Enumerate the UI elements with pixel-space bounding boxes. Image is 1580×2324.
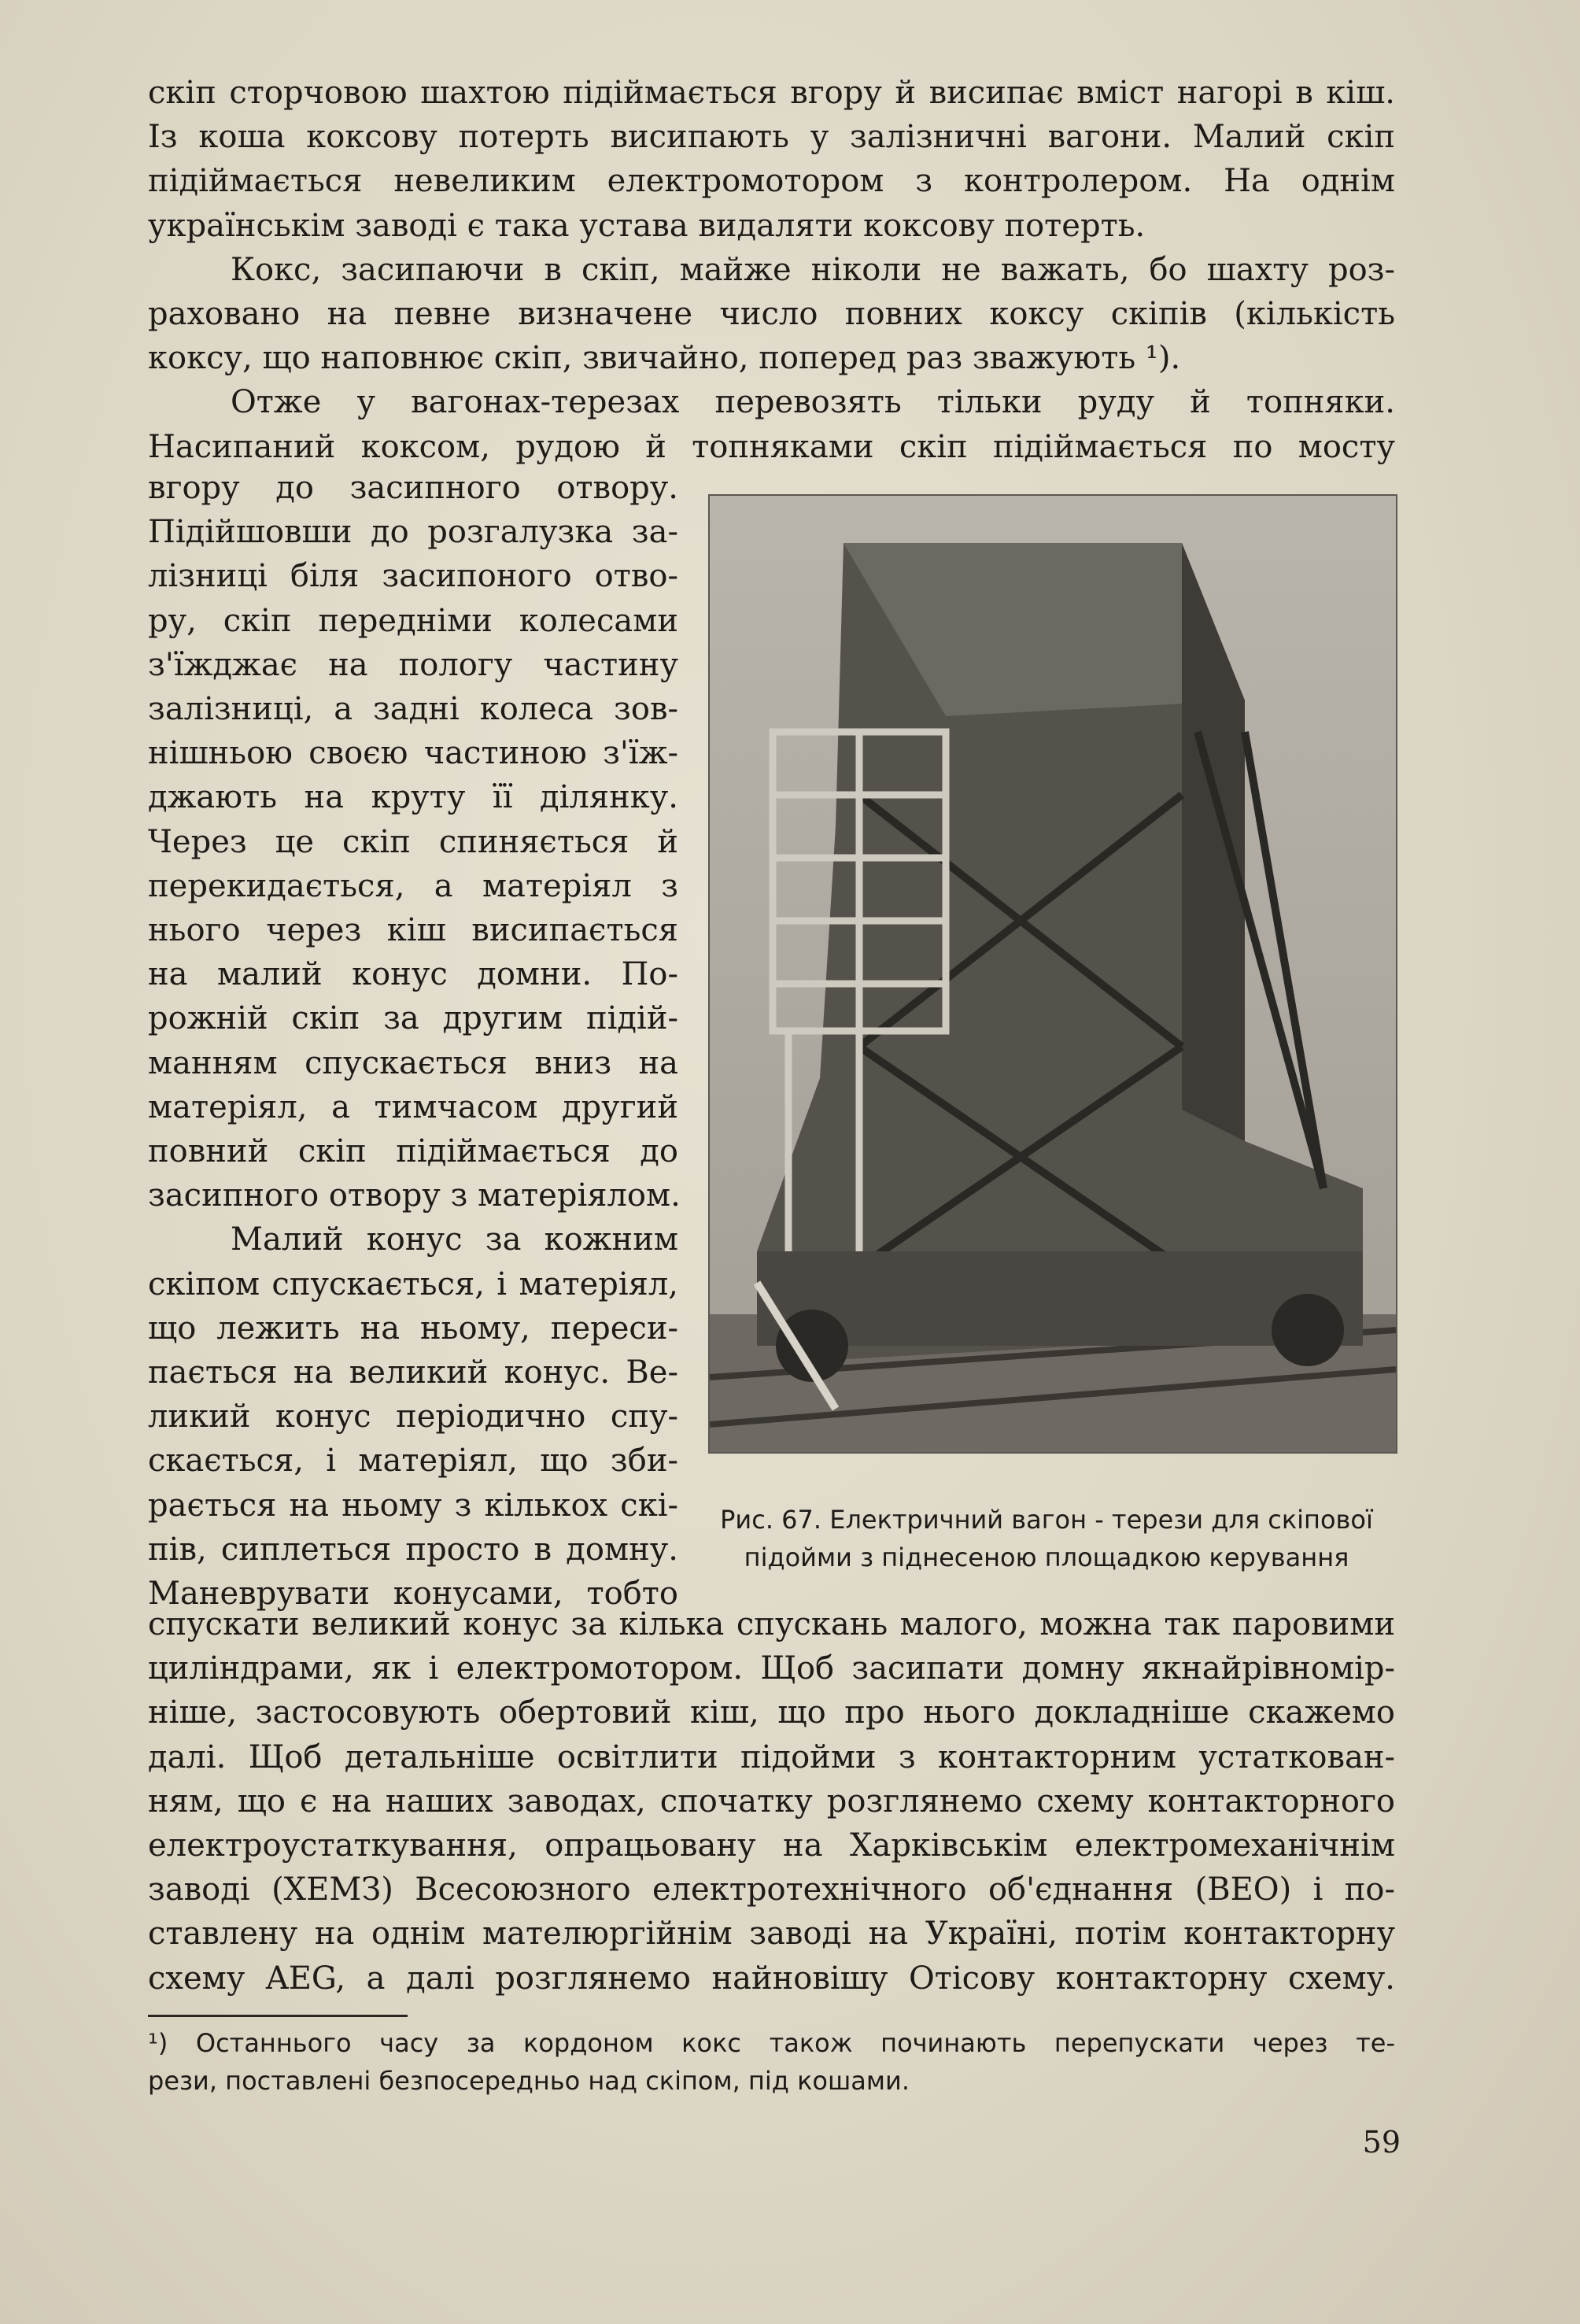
text-line: раховано на певне визначене число повних коксу скіпів (кількість <box>148 296 1395 333</box>
text-line: нішньою своєю частиною з'їж- <box>148 735 678 772</box>
text-line: Кокс, засипаючи в скіп, майже ніколи не важать, бо шахту роз- <box>231 251 1395 288</box>
text-line: далі. Щоб детальніше освітлити підойми з контакторним устаткован- <box>148 1738 1395 1775</box>
text-line: українськім заводі є така устава видаляти коксову потерть. <box>148 207 1146 244</box>
text-line: Через це скіп спиняється й <box>148 823 678 860</box>
paragraph-1 <box>148 71 1395 248</box>
text-line: рається на ньому з кількох скі- <box>148 1487 678 1524</box>
text-line: залізниці, а задні колеса зов- <box>148 691 678 728</box>
footnote-line-2: рези, поставлені безпосередньо над скіпом, під кошами. <box>148 2066 910 2096</box>
text-line: ніше, застосовують обертовий кіш, що про нього докладніше скажемо <box>148 1694 1395 1731</box>
text-line: скіп сторчовою шахтою підіймається вгору й висипає вміст нагорі в кіш. <box>148 75 1395 111</box>
text-line: перекидається, а матеріял з <box>148 867 678 904</box>
text-line: спускати великий конус за кілька спускань малого, можна так паровими <box>148 1606 1395 1642</box>
text-line: Підійшовши до розгалузка за- <box>148 514 678 551</box>
text-line: циліндрами, як і електромотором. Щоб засипати домну якнайрівномір- <box>148 1650 1395 1687</box>
footnote-line-1: ¹) Останнього часу за кордоном кокс також починають перепускати через те- <box>148 2028 1395 2058</box>
caption-line-2: підойми з піднесеною площадкою керування <box>744 1543 1349 1572</box>
text-line: скається, і матеріял, що зби- <box>148 1443 678 1480</box>
text-line: електроустаткування, опрацьовану на Харківськім електромеханічнім <box>148 1827 1395 1864</box>
text-line: ликий конус періодично спу- <box>148 1398 678 1435</box>
paragraph-2 <box>148 248 1395 381</box>
figure-photo-skip-car <box>708 494 1397 1454</box>
page-number: 59 <box>1362 2125 1401 2160</box>
text-line: джають на круту її ділянку. <box>148 779 678 816</box>
text-line: на малий конус домни. По- <box>148 956 678 993</box>
text-line: Малий конус за кожним <box>231 1221 678 1258</box>
text-line: рожній скіп за другим підій- <box>148 1000 678 1037</box>
text-line: вгору до засипного отвору. <box>148 470 678 506</box>
footnote <box>148 2024 1395 2100</box>
figure-caption <box>692 1501 1401 1576</box>
text-line: схему AEG, а далі розглянемо найновішу Отісову контакторну схему. <box>148 1960 1395 1997</box>
text-line: коксу, що наповнює скіп, звичайно, поперед раз зважують ¹). <box>148 340 1181 377</box>
text-line: повний скіп підіймається до <box>148 1133 678 1170</box>
text-line: Отже у вагонах-терезах перевозять тільки руду й топняки. <box>231 384 1395 421</box>
text-line: лізниці біля засипоного отво- <box>148 558 678 595</box>
text-line: з'їжджає на пологу частину <box>148 646 678 683</box>
bottom-text-block <box>148 1602 1395 2001</box>
text-line: нього через кіш висипається <box>148 912 678 949</box>
text-line: манням спускається вниз на <box>148 1044 678 1081</box>
text-line: Із коша коксову потерть висипають у залізничні вагони. Малий скіп <box>148 119 1395 156</box>
text-line: пається на великий конус. Ве- <box>148 1354 678 1391</box>
text-line: засипного отвору з матеріялом. <box>148 1177 681 1214</box>
text-line: пів, сиплеться просто в домну. <box>148 1531 678 1568</box>
left-column-text <box>148 466 681 1616</box>
text-line: Насипаний коксом, рудою й топняками скіп підіймається по мосту <box>148 428 1395 465</box>
paragraph-3 <box>148 380 1395 468</box>
text-line: заводі (ХЕМЗ) Всесоюзного електротехнічного об'єднання (ВЕО) і по- <box>148 1871 1395 1908</box>
text-line: ру, скіп передніми колесами <box>148 602 678 639</box>
top-text-block <box>148 71 1395 469</box>
text-line: ставлену на однім мателюргійнім заводі на Україні, потім контакторну <box>148 1916 1395 1953</box>
text-line: Маневрувати конусами, тобто <box>148 1576 678 1613</box>
text-line: що лежить на ньому, переси- <box>148 1310 678 1347</box>
text-line: ням, що є на наших заводах, спочатку розглянемо схему контакторного <box>148 1783 1395 1820</box>
footnote-separator <box>148 2015 408 2017</box>
text-line: підіймається невеликим електромотором з контролером. На однім <box>148 163 1395 200</box>
text-line: скіпом спускається, і матеріял, <box>148 1265 678 1302</box>
text-line: матеріял, а тимчасом другий <box>148 1088 678 1125</box>
caption-line-1: Рис. 67. Електричний вагон - терези для скіпової <box>720 1505 1373 1535</box>
skip-car-illustration <box>710 496 1396 1452</box>
